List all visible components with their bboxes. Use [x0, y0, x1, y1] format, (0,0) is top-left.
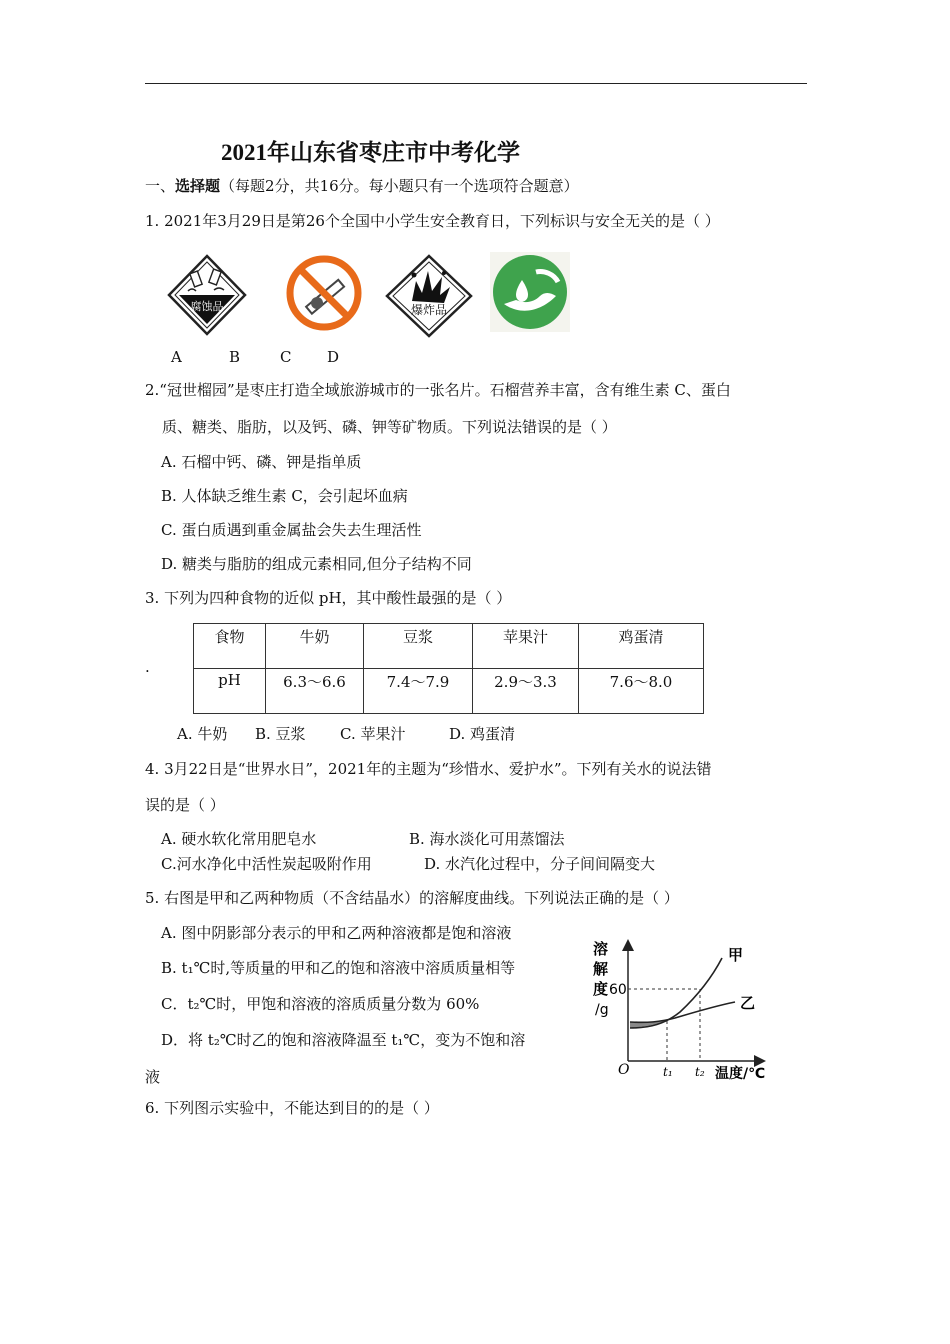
q3-option-b: B. 豆浆 — [255, 725, 306, 743]
q6-stem: 6. 下列图示实验中，不能达到目的的是（ ） — [145, 1099, 439, 1117]
q5-option-b: B. t₁℃时,等质量的甲和乙的饱和溶液中溶质质量相等 — [161, 959, 516, 977]
page-title: 2021年山东省枣庄市中考化学 — [221, 140, 520, 165]
table-cell: 6.3～6.6 — [266, 669, 364, 714]
curve-yi-label: 乙 — [740, 994, 756, 1012]
q5-option-d: D．将 t₂℃时乙的饱和溶液降温至 t₁℃，变为不饱和溶 — [161, 1031, 526, 1049]
q3-stem: 3. 下列为四种食物的近似 pH，其中酸性最强的是（ ） — [145, 589, 512, 607]
table-cell: pH — [194, 669, 266, 714]
q4-stem-line2: 误的是（ ） — [145, 796, 225, 814]
q1-label-c: C — [280, 348, 292, 366]
y-tick-60: 60 — [609, 982, 627, 998]
q2-option-d: D. 糖类与脂肪的组成元素相同,但分子结构不同 — [161, 555, 472, 573]
q3-option-a: A. 牛奶 — [177, 725, 228, 743]
table-cell: 牛奶 — [266, 624, 364, 669]
q3-option-d: D. 鸡蛋清 — [449, 725, 516, 743]
q1-label-d: D — [327, 348, 340, 366]
solubility-graph — [585, 936, 775, 1084]
q3-dot: . — [145, 658, 150, 676]
x-tick-t2: t₂ — [695, 1065, 705, 1079]
table-row — [194, 624, 704, 669]
y-label-3: 度 — [593, 980, 609, 998]
x-tick-t1: t₁ — [663, 1065, 673, 1079]
ph-table — [193, 623, 704, 714]
q3-option-c: C. 苹果汁 — [340, 725, 406, 743]
q2-stem-line2: 质、糖类、脂肪，以及钙、磷、钾等矿物质。下列说法错误的是（ ） — [162, 418, 617, 436]
table-row — [194, 669, 704, 714]
y-label-1: 溶 — [593, 940, 609, 958]
y-label-4: /g — [595, 1002, 609, 1018]
q4-option-c: C.河水净化中活性炭起吸附作用 — [161, 855, 372, 873]
curve-yi — [630, 1002, 735, 1022]
table-cell: 苹果汁 — [473, 624, 579, 669]
q5-stem: 5. 右图是甲和乙两种物质（不含结晶水）的溶解度曲线。下列说法正确的是（ ） — [145, 889, 679, 907]
q2-option-b: B. 人体缺乏维生素 C，会引起坏血病 — [161, 487, 408, 505]
header-rule — [145, 83, 807, 84]
q1-label-b: B — [229, 348, 241, 366]
q5-option-d-cont: 液 — [145, 1068, 161, 1086]
q4-option-b: B. 海水淡化可用蒸馏法 — [409, 830, 565, 848]
table-cell: 食物 — [194, 624, 266, 669]
q5-option-c: C．t₂℃时，甲饱和溶液的溶质质量分数为 60% — [161, 995, 480, 1013]
q4-stem-line1: 4. 3月22日是“世界水日”，2021年的主题为“珍惜水、爱护水”。下列有关水的说法错 — [145, 760, 712, 778]
no-smoking-sign-icon — [284, 253, 364, 333]
q2-option-a: A. 石榴中钙、磷、钾是指单质 — [161, 453, 362, 471]
q2-option-c: C. 蛋白质遇到重金属盐会失去生理活性 — [161, 521, 422, 539]
q1-stem: 1. 2021年3月29日是第26个全国中小学生安全教育日，下列标识与安全无关的是（ ） — [145, 212, 720, 230]
explosive-label: 爆炸品 — [410, 303, 448, 317]
q5-option-a: A. 图中阴影部分表示的甲和乙两种溶液都是饱和溶液 — [161, 924, 512, 942]
q4-option-a: A. 硬水软化常用肥皂水 — [161, 830, 317, 848]
table-cell: 豆浆 — [364, 624, 473, 669]
water-saving-sign-icon — [490, 252, 570, 332]
table-cell: 2.9～3.3 — [473, 669, 579, 714]
curve-jia-label: 甲 — [728, 946, 744, 964]
y-label-2: 解 — [593, 960, 609, 978]
origin-label: O — [618, 1062, 630, 1078]
section-heading: 一、选择题（每题2分，共16分。每小题只有一个选项符合题意） — [145, 177, 579, 195]
explosive-sign-icon — [384, 253, 474, 339]
corrosive-label: 腐蚀品 — [190, 300, 224, 313]
q4-option-d: D. 水汽化过程中，分子间间隔变大 — [424, 855, 656, 873]
table-cell: 鸡蛋清 — [579, 624, 704, 669]
table-cell: 7.6～8.0 — [579, 669, 704, 714]
x-axis-label: 温度/℃ — [715, 1066, 766, 1082]
table-cell: 7.4～7.9 — [364, 669, 473, 714]
q1-label-a: A — [171, 348, 182, 366]
corrosive-sign-icon — [166, 253, 248, 337]
q2-stem-line1: 2.“冠世榴园”是枣庄打造全域旅游城市的一张名片。石榴营养丰富，含有维生素 C、蛋白 — [145, 381, 731, 399]
